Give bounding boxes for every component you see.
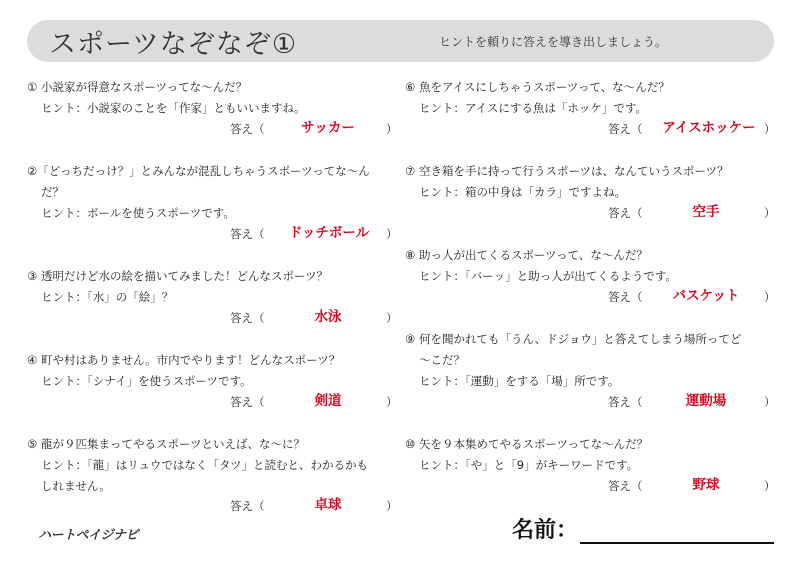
answer-value: 水泳 [314,309,342,325]
page-subtitle: ヒントを頼りに答えを導き出しましょう。 [439,35,668,49]
hint-text: ヒント：「水」の「絵」？ [41,290,174,304]
hint-text: ヒント：小説家のことを「作家」ともいいますね。 [41,101,306,115]
question-text: ④ 町や村はありません。市内でやります！どんなスポーツ？ [27,353,341,367]
answer-label: 答え（ [230,227,265,241]
question-2 [27,161,370,224]
header-banner [27,20,774,62]
answer-label: 答え（ [230,499,265,513]
answer-label: 答え（ [230,395,265,409]
answer-value: ドッチボール [288,225,370,241]
question-text: ⑧ 助っ人が出てくるスポーツって、な～んだ？ [405,248,648,262]
question-1 [27,77,306,119]
answer-value: 剣道 [314,393,342,409]
answer-label: 答え（ [608,206,643,220]
answer-close: ） [386,499,398,513]
answer-5 [230,496,400,517]
answer-value: 運動場 [685,393,727,409]
question-8 [405,245,677,287]
question-text: ⑩ 矢を９本集めてやるスポーツってな～んだ？ [405,437,649,451]
question-text-cont: ～こだ？ [419,353,465,367]
hint-text: ヒント：「運動」をする「場」所です。 [419,374,620,388]
question-text: ① 小説家が得意なスポーツってな～んだ？ [27,80,248,94]
hint-text: ヒント：「シナイ」を使うスポーツです。 [41,374,252,388]
answer-close: ） [764,479,776,493]
answer-label: 答え（ [230,311,265,325]
question-text: ⑤ 龍が９匹集まってやるスポーツといえば、な～に？ [27,437,306,451]
answer-value: 空手 [692,204,720,220]
answer-6 [608,119,778,140]
question-text: ②「どっちだっけ？」とみんなが混乱しちゃうスポーツってな～ん [27,164,370,178]
answer-close: ） [386,311,398,325]
hint-text: ヒント：箱の中身は「カラ」ですよね。 [419,185,626,199]
name-field[interactable] [512,511,774,545]
hint-text-cont: しれません。 [41,479,111,493]
answer-4 [230,392,400,413]
answer-label: 答え（ [608,479,643,493]
answer-close: ） [764,206,776,220]
question-5 [27,434,368,497]
answer-7 [608,203,778,224]
name-label: 名前： [512,518,579,543]
answer-label: 答え（ [608,122,643,136]
question-9 [405,329,741,392]
hint-text: ヒント：ボールを使うスポーツです。 [41,206,235,220]
hint-text: ヒント：「や」と「9」がキーワードです。 [419,458,639,472]
question-text: ⑦ 空き箱を手に持って行うスポーツは、なんていうスポーツ？ [405,164,729,178]
question-text: ⑥ 魚をアイスにしちゃうスポーツって、な～んだ？ [405,80,670,94]
answer-close: ） [386,122,398,136]
hint-text: ヒント：「バーッ」と助っ人が出てくるようです。 [419,269,677,283]
answer-close: ） [386,227,398,241]
answer-value: 野球 [692,477,720,493]
name-underline [580,542,774,544]
answer-label: 答え（ [608,290,643,304]
page-title: スポーツなぞなぞ① [49,29,298,60]
question-7 [405,161,729,203]
hint-text: ヒント：「龍」はリュウではなく「タツ」と読むと、わかるかも [41,458,369,472]
answer-1 [230,119,400,140]
question-text: ③ 透明だけど水の絵を描いてみました！どんなスポーツ？ [27,269,329,283]
question-text: ⑨ 何を聞かれても「うん、ドジョウ」と答えてしまう場所ってど [405,332,742,346]
answer-3 [230,308,400,329]
answer-close: ） [764,122,776,136]
answer-value: バスケット [672,288,740,304]
answer-value: サッカー [301,120,355,136]
answer-label: 答え（ [230,122,265,136]
answer-label: 答え（ [608,395,643,409]
answer-close: ） [764,290,776,304]
answer-value: アイスホッケー [662,120,756,136]
site-logo: ハートペイジナビ [38,528,139,543]
answer-value: 卓球 [314,497,342,513]
question-6 [405,77,670,119]
answer-close: ） [764,395,776,409]
hint-text: ヒント：アイスにする魚は「ホッケ」です。 [419,101,647,115]
question-3 [27,266,328,308]
answer-close: ） [386,395,398,409]
answer-10 [608,476,778,497]
answer-2 [230,224,400,245]
answer-8 [608,287,778,308]
answer-9 [608,392,778,413]
question-4 [27,350,340,392]
question-10 [405,434,648,476]
question-text-cont: だ？ [41,185,64,199]
